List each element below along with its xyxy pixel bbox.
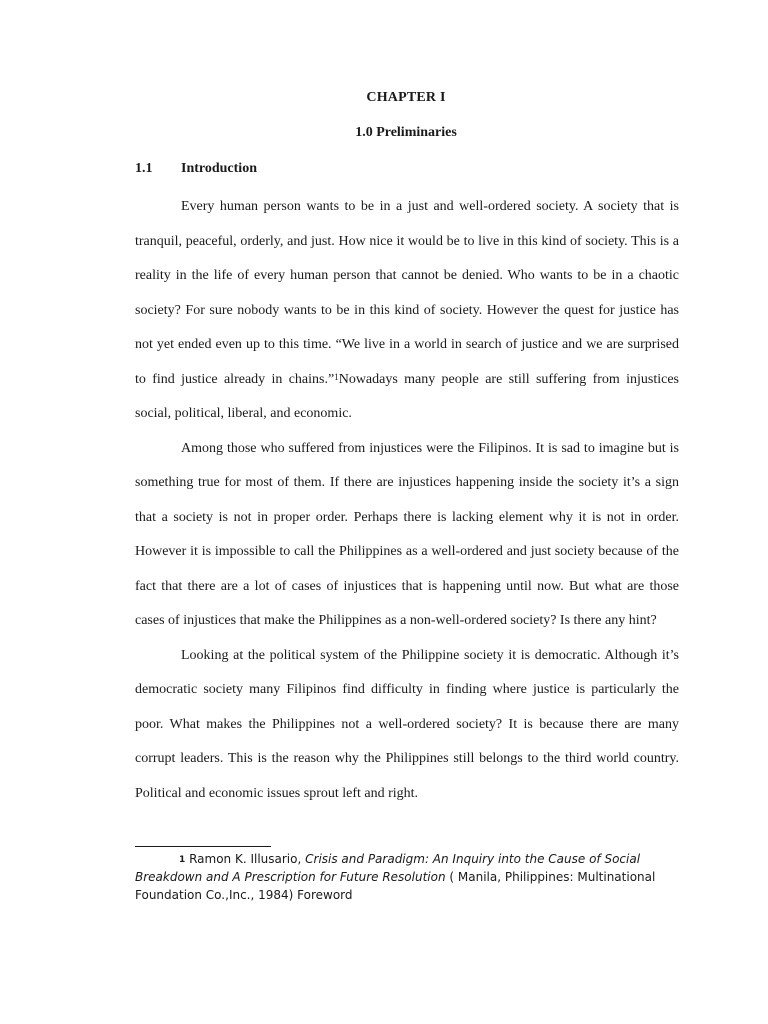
footnote-author: Ramon K. Illusario,: [185, 852, 306, 866]
footnote-title: Crisis and Paradigm: An Inquiry into the Cause of Social Breakdown and A Prescription for Future Resolution: [135, 852, 641, 884]
section-title: 1.0 Preliminaries: [355, 125, 457, 140]
footnote-publication: ( Manila, Philippines: Multinational Foundation Co.,Inc., 1984) Foreword: [135, 870, 656, 902]
footnote: [135, 850, 683, 904]
chapter-title: CHAPTER I: [366, 90, 446, 105]
paragraph-1: [135, 190, 679, 432]
paragraph-2: Among those who suffered from injustices were the Filipinos. It is sad to imagine but is something true for most of them. If there are injustices happening inside the society it’s a sign that a society is not in proper order. Perhaps there is lacking element why it is not in order. However it is impossible to call the Philippines as a well-ordered and just society because of the fact that there are a lot of cases of injustices that is happening until now. But what are those cases of injustices that make the Philippines as a non-well-ordered society? Is there any hint?: [135, 440, 679, 628]
subsection-heading: [135, 161, 257, 177]
subsection-title: Introduction: [181, 161, 257, 176]
footnote-divider: [135, 846, 271, 847]
subsection-number: 1.1: [135, 161, 153, 176]
body-text: [135, 190, 679, 811]
footnote-reference[interactable]: 1: [334, 371, 339, 382]
paragraph-1-text-a: Every human person wants to be in a just and well-ordered society. A society that is tranquil, peaceful, orderly, and just. How nice it would be to live in this kind of society. This is a reality in the life of every human person that cannot be denied. Who wants to be in a chaotic society? For sure nobody wants to be in this kind of society. However the quest for justice has not yet ended even up to this time. “We live in a world in search of justice and we are surprised to find justice already in chains.”: [135, 199, 679, 387]
footnote-mark: 1: [179, 855, 186, 865]
paragraph-1-text-b: Nowadays many people are still suffering from injustices social, political, liberal, and economic.: [135, 371, 679, 421]
paragraph-3: Looking at the political system of the Philippine society it is democratic. Although it’s democratic society many Filipinos find difficulty in finding where justice is particularly the poor. What makes the Philippines not a well-ordered society? It is because there are many corrupt leaders. This is the reason why the Philippines still belongs to the third world country. Political and economic issues sprout left and right.: [135, 647, 679, 801]
